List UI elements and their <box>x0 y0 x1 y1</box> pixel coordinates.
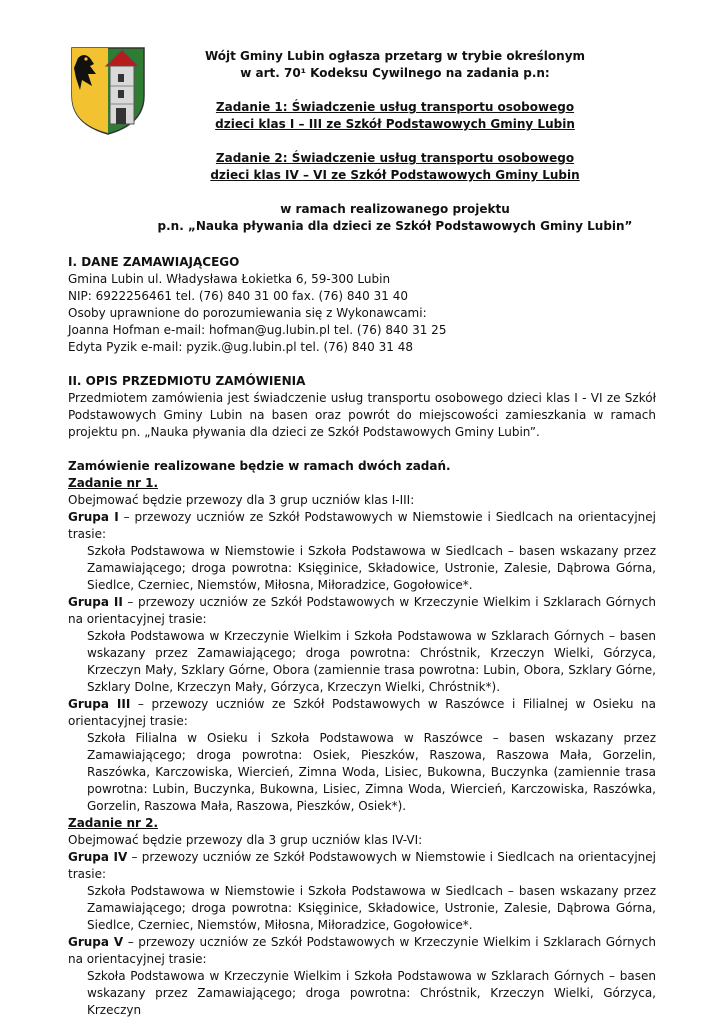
group-line <box>68 934 656 968</box>
contact-line: Joanna Hofman e-mail: hofman@ug.lubin.pl tel. (76) 840 31 25 <box>68 323 447 337</box>
task-title: Zadanie nr 1. <box>68 476 159 490</box>
group-route: Szkoła Podstawowa w Niemstowie i Szkoła Podstawowa w Siedlcach – basen wskazany przez Zamawiającego; droga powrotna: Księginice, Składowice, Ustronie, Zalesie, Dąbrowa Górna, Siedlce, Czerniec, Niemstów, Miłosna, Miłoradzice, Gogołowice*. <box>87 544 656 592</box>
group-label: Grupa I <box>68 510 119 524</box>
task2-heading: dzieci klas IV – VI ze Szkół Podstawowych Gminy Lubin <box>210 168 580 182</box>
group-line <box>68 509 656 543</box>
header-line: Wójt Gminy Lubin ogłasza przetarg w trybie określonym <box>204 49 586 63</box>
group-text: – przewozy uczniów ze Szkół Podstawowych w Niemstowie i Siedlcach na orientacyjnej trasie: <box>68 850 656 881</box>
tasks-intro: Zamówienie realizowane będzie w ramach dwóch zadań. <box>68 459 451 473</box>
task2-heading: Zadanie 2: Świadczenie usług transportu osobowego <box>215 151 575 165</box>
group-line <box>68 594 656 628</box>
group-route: Szkoła Podstawowa w Krzeczynie Wielkim i Szkoła Podstawowa w Szklarach Górnych – basen wskazany przez Zamawiającego; droga powrotna: Chróstnik, Krzeczyn Wielki, Górzyca, Krzeczyn <box>87 969 656 1017</box>
contact-line: Gmina Lubin ul. Władysława Łokietka 6, 59-300 Lubin <box>68 272 391 286</box>
task-title: Zadanie nr 2. <box>68 816 159 830</box>
task1-heading: Zadanie 1: Świadczenie usług transportu osobowego <box>215 100 575 114</box>
group-text: – przewozy uczniów ze Szkół Podstawowych w Niemstowie i Siedlcach na orientacyjnej trasie: <box>68 510 657 541</box>
group-route: Szkoła Podstawowa w Niemstowie i Szkoła Podstawowa w Siedlcach – basen wskazany przez Zamawiającego; droga powrotna: Księginice, Składowice, Ustronie, Zalesie, Dąbrowa Górna, Siedlce, Czerniec, Niemstów, Miłosna, Miłoradzice, Gogołowice*. <box>87 884 656 932</box>
group-line <box>68 849 656 883</box>
task-description: Obejmować będzie przewozy dla 3 grup uczniów klas I-III: <box>68 493 415 507</box>
header-line: w art. 70¹ Kodeksu Cywilnego na zadania p.n: <box>240 66 550 80</box>
contact-line: NIP: 6922256461 tel. (76) 840 31 00 fax. (76) 840 31 40 <box>68 289 408 303</box>
group-label: Grupa V <box>68 935 124 949</box>
document-header <box>130 48 660 235</box>
group-label: Grupa II <box>68 595 123 609</box>
group-route: Szkoła Podstawowa w Krzeczynie Wielkim i Szkoła Podstawowa w Szklarach Górnych – basen wskazany przez Zamawiającego; droga powrotna: Chróstnik, Krzeczyn Wielki, Górzyca, Krzeczyn Mały, Szklary Górne, Obora (zamiennie trasa powrotna: Lubin, Obora, Szklary Górne, Szklary Dolne, Krzeczyn Mały, Górzyca, Krzeczyn Wielki, Chróstnik*). <box>87 629 656 694</box>
task-description: Obejmować będzie przewozy dla 3 grup uczniów klas IV-VI: <box>68 833 423 847</box>
section-title: II. OPIS PRZEDMIOTU ZAMÓWIENIA <box>68 374 306 388</box>
document-body <box>68 254 656 1019</box>
group-text: – przewozy uczniów ze Szkół Podstawowych w Raszówce i Filialnej w Osieku na orientacyjnej trasie: <box>68 697 656 728</box>
section-paragraph: Przedmiotem zamówienia jest świadczenie usług transportu osobowego dzieci klas I - VI ze Szkół Podstawowych Gminy Lubin na basen oraz powrót do miejscowości zamieszkania w ramach projektu pn. „Nauka pływania dla dzieci ze Szkół Podstawowych Gminy Lubin”. <box>68 391 656 439</box>
group-label: Grupa IV <box>68 850 128 864</box>
project-line: w ramach realizowanego projektu <box>280 202 510 216</box>
task1-heading: dzieci klas I – III ze Szkół Podstawowych Gminy Lubin <box>215 117 575 131</box>
project-line: p.n. „Nauka pływania dla dzieci ze Szkół Podstawowych Gminy Lubin” <box>157 219 633 233</box>
contact-line: Edyta Pyzik e-mail: pyzik.@ug.lubin.pl tel. (76) 840 31 48 <box>68 340 413 354</box>
contact-line: Osoby uprawnione do porozumiewania się z Wykonawcami: <box>68 306 427 320</box>
group-text: – przewozy uczniów ze Szkół Podstawowych w Krzeczynie Wielkim i Szklarach Górnych na orientacyjnej trasie: <box>68 935 657 966</box>
group-line <box>68 696 656 730</box>
group-label: Grupa III <box>68 697 131 711</box>
group-route: Szkoła Filialna w Osieku i Szkoła Podstawowa w Raszówce – basen wskazany przez Zamawiającego; droga powrotna: Osiek, Pieszków, Raszowa, Raszowa Mała, Gorzelin, Raszówka, Karczowiska, Wiercień, Zimna Woda, Lisiec, Bukowna, Buczynka (zamiennie trasa powrotna: Lubin, Buczynka, Bukowna, Lisiec, Zimna Woda, Wiercień, Karczowiska, Raszówka, Gorzelin, Raszowa Mała, Raszowa, Pieszków, Osiek*). <box>87 731 656 813</box>
group-text: – przewozy uczniów ze Szkół Podstawowych w Krzeczynie Wielkim i Szklarach Górnych na orientacyjnej trasie: <box>68 595 657 626</box>
section-title: I. DANE ZAMAWIAJĄCEGO <box>68 255 240 269</box>
